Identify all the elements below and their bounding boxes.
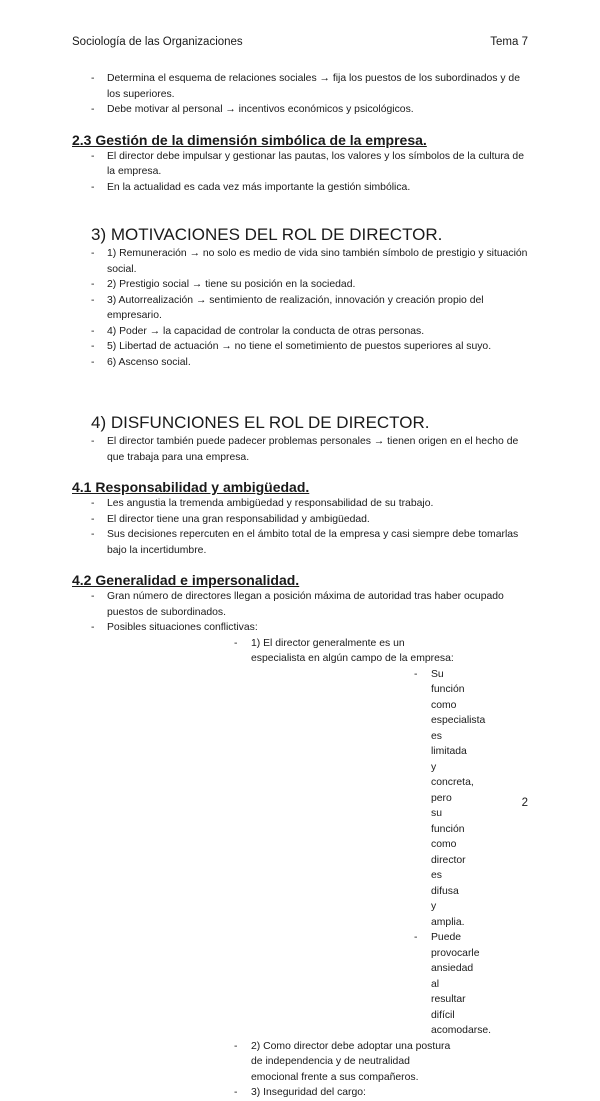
list-item: - 4) Poder → la capacidad de controlar la conducta de otras personas.	[0, 324, 600, 340]
conflict-list	[107, 636, 530, 1101]
section-4-list	[0, 434, 600, 465]
section-2-3-list	[0, 149, 600, 196]
section-heading-4-2: 4.2 Generalidad e impersonalidad.	[72, 572, 300, 588]
list-item: - 1) Remuneración → no solo es medio de vida sino también símbolo de prestigio y situación social.	[0, 246, 600, 277]
topic-label: Tema 7	[490, 36, 528, 48]
list-item: - El director también puede padecer problemas personales → tienen origen en el hecho de que trabaja para una empresa.	[0, 434, 600, 465]
list-item: - El director debe impulsar y gestionar las pautas, los valores y los símbolos de la cultura de la empresa.	[0, 149, 600, 180]
section-4-1-list	[0, 496, 600, 558]
section-3-list	[0, 246, 600, 370]
list-item: - Gran número de directores llegan a posición máxima de autoridad tras haber ocupado puestos de subordinados.	[0, 589, 600, 620]
list-item	[0, 620, 600, 1101]
list-item: - 2) Prestigio social → tiene su posición en la sociedad.	[0, 277, 600, 293]
list-item-text: 1) El director generalmente es un especialista en algún campo de la empresa:	[251, 637, 454, 664]
intro-list	[0, 71, 600, 118]
list-item-text: Posibles situaciones conflictivas:	[107, 622, 258, 633]
section-heading-2-3: 2.3 Gestión de la dimensión simbólica de la empresa.	[72, 131, 427, 148]
page-header	[72, 36, 528, 52]
list-item	[107, 636, 530, 1039]
list-item: - El director tiene una gran responsabilidad y ambigüedad.	[0, 512, 600, 528]
section-heading-4: 4) DISFUNCIONES EL ROL DE DIRECTOR.	[91, 413, 430, 432]
page-number: 2	[521, 797, 528, 809]
list-item: - 3) Autorrealización → sentimiento de realización, innovación y creación propio del empresario.	[0, 293, 600, 324]
list-item: - 6) Ascenso social.	[0, 355, 600, 371]
specialist-sublist	[251, 667, 492, 1039]
list-item: - Puede provocarle ansiedad al resultar difícil acomodarse.	[251, 930, 503, 1039]
section-heading-4-1: 4.1 Responsabilidad y ambigüedad.	[72, 479, 310, 495]
section-4-2-list	[0, 589, 600, 1101]
list-item: - En la actualidad es cada vez más importante la gestión simbólica.	[0, 180, 600, 196]
course-title: Sociología de las Organizaciones	[72, 36, 243, 48]
document-body	[0, 71, 600, 1101]
list-item: - Sus decisiones repercuten en el ámbito total de la empresa y casi siempre debe tomarlas bajo la incertidumbre.	[0, 527, 600, 558]
list-item: - Determina el esquema de relaciones sociales → fija los puestos de los subordinados y de los superiores.	[0, 71, 600, 102]
section-heading-3: 3) MOTIVACIONES DEL ROL DE DIRECTOR.	[91, 225, 443, 244]
list-item: - 3) Inseguridad del cargo:	[107, 1085, 530, 1101]
list-item: - 5) Libertad de actuación → no tiene el sometimiento de puestos superiores al suyo.	[0, 339, 600, 355]
list-item: - Debe motivar al personal → incentivos económicos y psicológicos.	[0, 102, 600, 118]
list-item: - Su función como especialista es limitada y concreta, pero su función como director es difusa y amplia.	[251, 667, 503, 931]
list-item: - Les angustia la tremenda ambigüedad y responsabilidad de su trabajo.	[0, 496, 600, 512]
list-item: - 2) Como director debe adoptar una postura de independencia y de neutralidad emocional frente a sus compañeros.	[107, 1039, 530, 1086]
